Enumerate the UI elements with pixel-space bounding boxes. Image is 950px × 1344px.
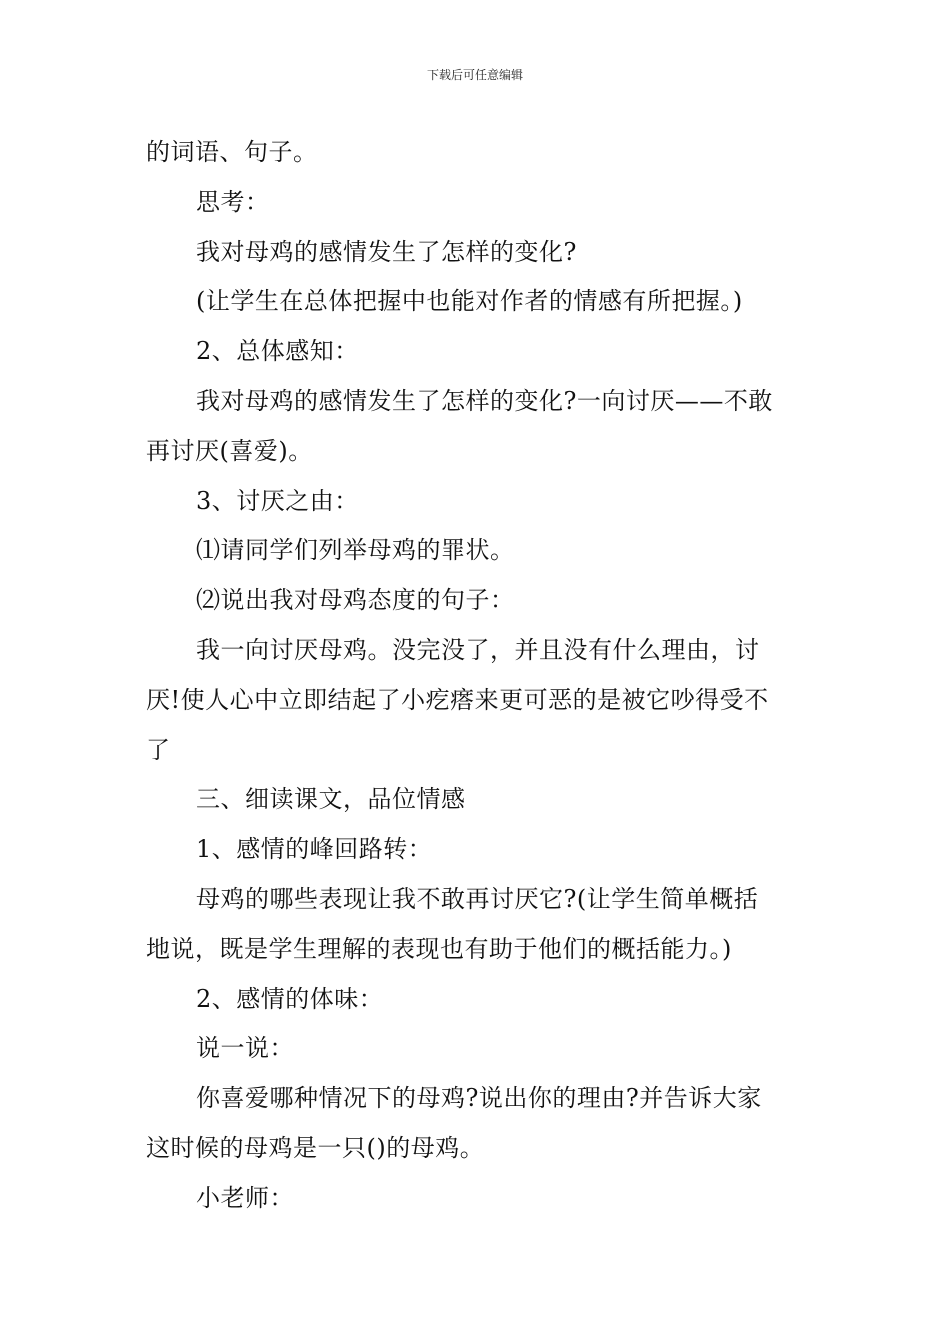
paragraph-line: 思考： <box>196 187 270 216</box>
paragraph-line: 的词语、句子。 <box>146 138 318 166</box>
list-item: ⑴请同学们列举母鸡的罪状。 <box>196 536 515 565</box>
paragraph-line: 地说，既是学生理解的表现也有助于他们的概括能力。) <box>146 934 732 963</box>
section-heading: 三、细读课文，品位情感 <box>196 785 466 814</box>
paragraph-line: 小老师： <box>196 1183 294 1212</box>
paragraph-line: 厌!使人心中立即结起了小疙瘩来更可恶的是被它吵得受不 <box>146 685 769 714</box>
paragraph-line: 这时候的母鸡是一只()的母鸡。 <box>146 1133 485 1162</box>
paragraph-line: 我一向讨厌母鸡。没完没了，并且没有什么理由，讨 <box>196 635 760 664</box>
section-heading: 2、感情的体味： <box>196 984 384 1013</box>
paragraph-line: 说一说： <box>196 1034 294 1063</box>
paragraph-line: 我对母鸡的感情发生了怎样的变化? <box>196 237 577 266</box>
paragraph-line: 母鸡的哪些表现让我不敢再讨厌它?(让学生简单概括 <box>196 884 759 913</box>
paragraph-line: (让学生在总体把握中也能对作者的情感有所把握。) <box>196 287 743 316</box>
section-heading: 2、总体感知： <box>196 337 359 366</box>
paragraph-line: 我对母鸡的感情发生了怎样的变化?一向讨厌——不敢 <box>196 386 773 415</box>
list-item: ⑵说出我对母鸡态度的句子： <box>196 586 515 615</box>
document-body <box>146 128 810 1224</box>
section-heading: 1、感情的峰回路转： <box>196 835 433 864</box>
paragraph-line: 了 <box>146 735 171 764</box>
paragraph-line: 再讨厌(喜爱)。 <box>146 436 313 465</box>
page-header-note: 下载后可任意编辑 <box>426 68 523 82</box>
paragraph-line: 你喜爱哪种情况下的母鸡?说出你的理由?并告诉大家 <box>196 1084 762 1113</box>
section-heading: 3、讨厌之由： <box>196 486 359 515</box>
